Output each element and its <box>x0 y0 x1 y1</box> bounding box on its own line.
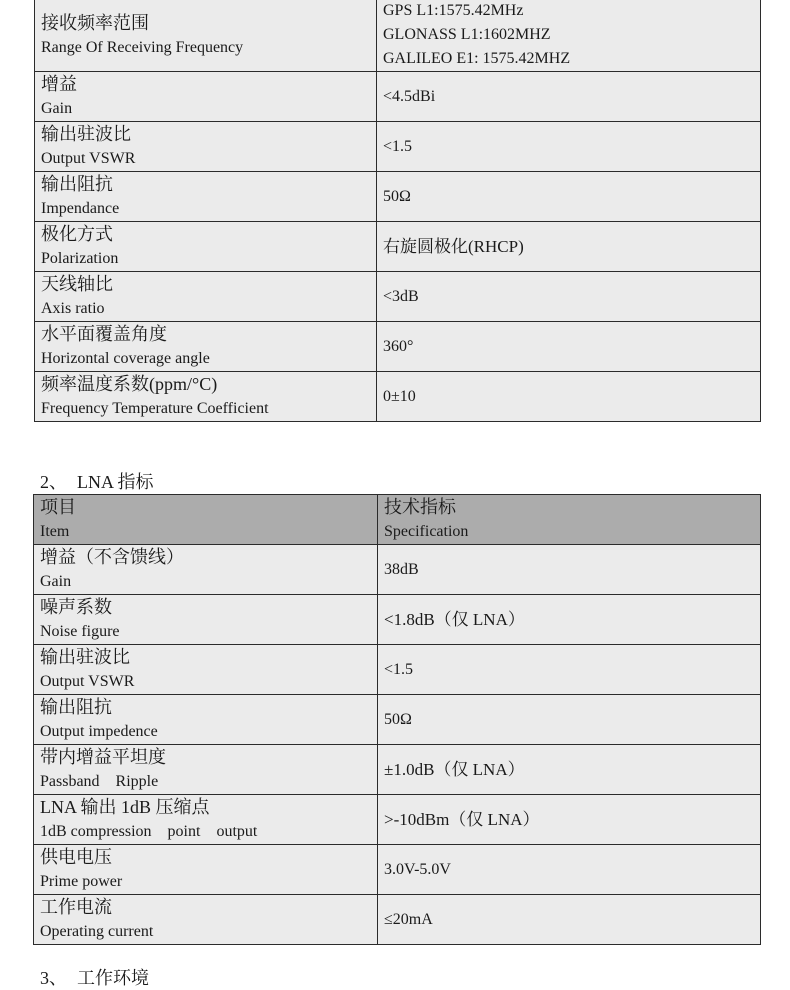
header-cell-item <box>34 495 378 545</box>
param-cell <box>34 895 378 945</box>
lna-spec-table <box>33 494 761 945</box>
table-row <box>35 172 761 222</box>
param-name-zh: 工作电流 <box>40 897 112 917</box>
param-name-en: Operating current <box>40 923 154 940</box>
param-name-en: Horizontal coverage angle <box>41 350 210 367</box>
table-row <box>34 745 761 795</box>
param-name-en: Range Of Receiving Frequency <box>41 38 244 56</box>
table-row <box>34 695 761 745</box>
value-cell: ±1.0dB（仅 LNA） <box>378 745 761 795</box>
param-name-zh: 输出阻抗 <box>40 697 112 717</box>
param-cell <box>35 72 377 122</box>
param-cell <box>34 595 378 645</box>
param-cell <box>34 795 378 845</box>
param-cell <box>34 845 378 895</box>
header-spec-en: Specification <box>384 523 469 540</box>
table-row <box>34 895 761 945</box>
param-name-en: Output VSWR <box>40 673 135 690</box>
param-name-zh: 增益（不含馈线） <box>40 547 184 567</box>
param-cell <box>34 745 378 795</box>
param-name-en: Gain <box>41 100 73 117</box>
table-row <box>35 122 761 172</box>
table-row <box>35 72 761 122</box>
param-cell <box>35 172 377 222</box>
value-cell: 右旋圆极化(RHCP) <box>377 222 761 272</box>
param-cell <box>35 322 377 372</box>
param-cell <box>35 272 377 322</box>
value-cell: 38dB <box>378 545 761 595</box>
value-cell: ≤20mA <box>378 895 761 945</box>
param-cell <box>34 695 378 745</box>
param-name-en: Output VSWR <box>41 150 136 167</box>
table-row <box>35 222 761 272</box>
value-cell: 50Ω <box>377 172 761 222</box>
value-cell: 0±10 <box>377 372 761 422</box>
param-name-en: Noise figure <box>40 623 120 640</box>
param-name-en: Impendance <box>41 200 120 217</box>
value-cell: 50Ω <box>378 695 761 745</box>
value-cell: <1.5 <box>377 122 761 172</box>
value-cell: 360° <box>377 322 761 372</box>
section-number: 2、 <box>40 472 67 492</box>
param-cell <box>35 222 377 272</box>
value-cell: <4.5dBi <box>377 72 761 122</box>
table-row <box>35 372 761 422</box>
table-row <box>35 322 761 372</box>
param-name-en: Polarization <box>41 250 119 267</box>
header-item-zh: 项目 <box>40 497 76 517</box>
table-row <box>34 545 761 595</box>
param-name-zh: 水平面覆盖角度 <box>41 324 167 344</box>
param-name-zh: 天线轴比 <box>41 274 113 294</box>
param-name-zh: 增益 <box>41 74 77 94</box>
param-name-zh: 接收频率范围 <box>41 12 149 33</box>
param-name-en: Passband Ripple <box>40 773 159 790</box>
param-cell <box>34 645 378 695</box>
param-cell <box>35 122 377 172</box>
param-name-zh: 输出驻波比 <box>41 124 131 144</box>
header-cell-spec <box>378 495 761 545</box>
param-name-en: 1dB compression point output <box>40 823 258 840</box>
param-name-zh: 频率温度系数(ppm/°C) <box>41 374 218 394</box>
header-item-en: Item <box>40 523 70 540</box>
table-row <box>34 645 761 695</box>
header-spec-zh: 技术指标 <box>384 497 456 517</box>
param-name-zh: 带内增益平坦度 <box>40 747 166 767</box>
table-row <box>34 795 761 845</box>
param-name-en: Gain <box>40 573 72 590</box>
param-name-en: Axis ratio <box>41 300 105 317</box>
value-cell <box>377 0 761 72</box>
param-name-en: Frequency Temperature Coefficient <box>41 400 269 417</box>
table-header-row <box>34 495 761 545</box>
param-name-zh: 输出阻抗 <box>41 174 113 194</box>
value-cell: <3dB <box>377 272 761 322</box>
param-name-en: Prime power <box>40 873 123 890</box>
param-name-zh: 供电电压 <box>40 847 112 867</box>
param-name-zh: 输出驻波比 <box>40 647 130 667</box>
section-title: LNA 指标 <box>77 472 154 492</box>
section-title: 工作环境 <box>77 968 149 988</box>
table-row <box>35 272 761 322</box>
param-name-zh: LNA 输出 1dB 压缩点 <box>40 797 210 817</box>
frequency-galileo: GALILEO E1: 1575.42MHZ <box>383 50 571 67</box>
value-cell: 3.0V-5.0V <box>378 845 761 895</box>
section-heading-environment <box>40 966 149 990</box>
value-cell: <1.5 <box>378 645 761 695</box>
section-heading-lna <box>40 470 154 494</box>
param-name-zh: 噪声系数 <box>40 597 112 617</box>
param-cell <box>35 372 377 422</box>
param-cell <box>35 0 377 72</box>
table-row <box>35 0 761 72</box>
param-name-zh: 极化方式 <box>41 224 113 244</box>
value-cell: <1.8dB（仅 LNA） <box>378 595 761 645</box>
value-cell: >-10dBm（仅 LNA） <box>378 795 761 845</box>
frequency-glonass: GLONASS L1:1602MHZ <box>383 26 551 43</box>
param-name-en: Output impedence <box>40 723 158 740</box>
section-number: 3、 <box>40 968 67 988</box>
frequency-gps: GPS L1:1575.42MHz <box>383 2 524 19</box>
table-row <box>34 845 761 895</box>
antenna-spec-table <box>34 0 761 422</box>
table-row <box>34 595 761 645</box>
param-cell <box>34 545 378 595</box>
